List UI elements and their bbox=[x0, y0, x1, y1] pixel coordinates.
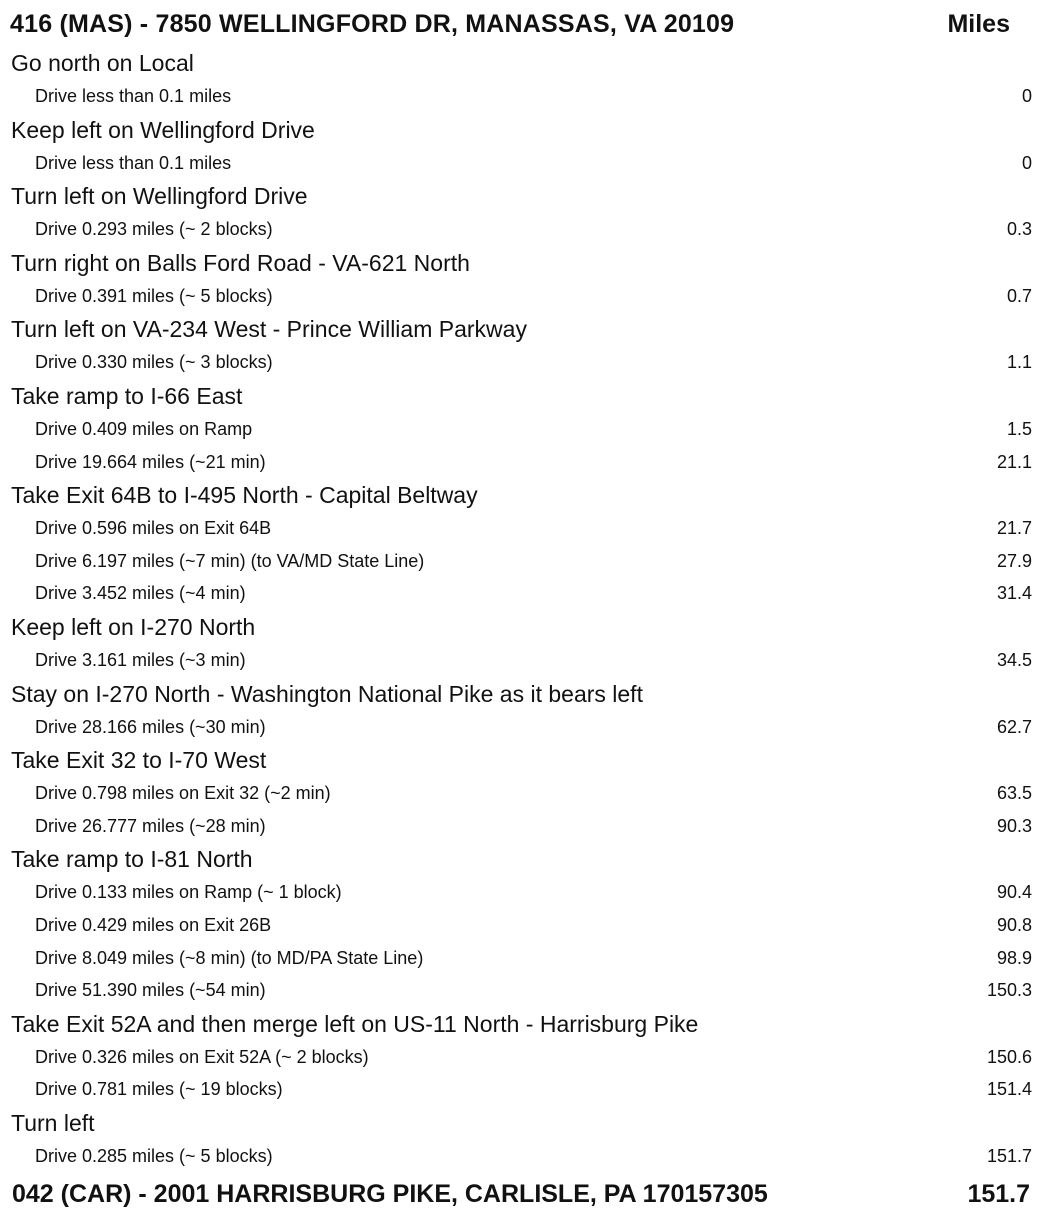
segment-description: Drive 3.452 miles (~4 min) bbox=[35, 583, 246, 604]
segment-description: Drive 0.293 miles (~ 2 blocks) bbox=[35, 219, 273, 240]
step-instruction: Take Exit 52A and then merge left on US-11 North - Harrisburg Pike bbox=[11, 1010, 699, 1037]
segment-description: Drive 0.409 miles on Ramp bbox=[35, 418, 253, 439]
segment-description: Drive 0.781 miles (~ 19 blocks) bbox=[35, 1079, 283, 1100]
step-instruction: Take Exit 64B to I-495 North - Capital Beltway bbox=[11, 482, 478, 509]
step-instruction: Keep left on I-270 North bbox=[11, 613, 256, 640]
direction-step bbox=[0, 46, 1048, 113]
drive-segment-row bbox=[0, 876, 1048, 909]
direction-step bbox=[0, 246, 1048, 313]
cumulative-miles: 21.7 bbox=[996, 518, 1032, 539]
direction-step bbox=[0, 312, 1048, 379]
cumulative-miles: 0 bbox=[1021, 152, 1032, 173]
cumulative-miles: 150.3 bbox=[986, 980, 1032, 1001]
cumulative-miles: 0.7 bbox=[1006, 285, 1032, 306]
step-instruction: Stay on I-270 North - Washington National Pike as it bears left bbox=[11, 680, 643, 707]
drive-segment-row bbox=[0, 644, 1048, 677]
step-instruction: Turn left on VA-234 West - Prince William Parkway bbox=[11, 316, 527, 343]
cumulative-miles: 21.1 bbox=[996, 451, 1032, 472]
total-miles: 151.7 bbox=[967, 1180, 1030, 1208]
drive-segment-row bbox=[0, 942, 1048, 975]
drive-segment-row bbox=[0, 413, 1048, 446]
step-instruction: Take ramp to I-66 East bbox=[11, 382, 243, 409]
route-footer bbox=[12, 1180, 1042, 1220]
segment-description: Drive 26.777 miles (~28 min) bbox=[35, 815, 266, 836]
drive-segment-row bbox=[0, 974, 1048, 1007]
cumulative-miles: 1.1 bbox=[1006, 352, 1032, 373]
cumulative-miles: 90.3 bbox=[996, 815, 1032, 836]
segment-description: Drive 6.197 miles (~7 min) (to VA/MD State Line) bbox=[35, 550, 425, 571]
direction-step bbox=[0, 743, 1048, 842]
segment-description: Drive 0.330 miles (~ 3 blocks) bbox=[35, 352, 273, 373]
step-instruction: Go north on Local bbox=[11, 50, 194, 76]
cumulative-miles: 1.5 bbox=[1006, 418, 1032, 439]
step-instruction: Take ramp to I-81 North bbox=[11, 846, 253, 873]
drive-segment-row bbox=[0, 810, 1048, 843]
cumulative-miles: 90.4 bbox=[996, 882, 1032, 903]
segment-description: Drive 0.429 miles on Exit 26B bbox=[35, 914, 272, 935]
cumulative-miles: 0 bbox=[1021, 86, 1032, 106]
step-instruction: Turn left on Wellingford Drive bbox=[11, 183, 308, 210]
cumulative-miles: 0.3 bbox=[1006, 219, 1032, 240]
segment-description: Drive 0.285 miles (~ 5 blocks) bbox=[35, 1145, 273, 1166]
segment-description: Drive 0.596 miles on Exit 64B bbox=[35, 518, 272, 539]
direction-step bbox=[0, 842, 1048, 1006]
origin-address: 416 (MAS) - 7850 WELLINGFORD DR, MANASSAS, VA 20109 bbox=[10, 10, 735, 38]
drive-segment-row bbox=[0, 1073, 1048, 1106]
cumulative-miles: 90.8 bbox=[996, 914, 1032, 935]
segment-description: Drive less than 0.1 miles bbox=[35, 86, 232, 106]
segment-description: Drive 28.166 miles (~30 min) bbox=[35, 716, 266, 737]
direction-step bbox=[0, 1007, 1048, 1106]
step-instruction: Keep left on Wellingford Drive bbox=[11, 116, 315, 143]
directions-list bbox=[0, 46, 1048, 1172]
segment-description: Drive less than 0.1 miles bbox=[35, 152, 232, 173]
drive-segment-row bbox=[0, 512, 1048, 545]
segment-description: Drive 51.390 miles (~54 min) bbox=[35, 980, 266, 1001]
direction-step bbox=[0, 113, 1048, 180]
segment-description: Drive 0.391 miles (~ 5 blocks) bbox=[35, 285, 273, 306]
miles-column-header: Miles bbox=[947, 10, 1010, 38]
drive-segment-row bbox=[0, 909, 1048, 942]
segment-description: Drive 8.049 miles (~8 min) (to MD/PA State Line) bbox=[35, 947, 424, 968]
cumulative-miles: 151.7 bbox=[986, 1145, 1032, 1166]
cumulative-miles: 63.5 bbox=[996, 783, 1032, 804]
direction-step bbox=[0, 1106, 1048, 1173]
cumulative-miles: 34.5 bbox=[996, 649, 1032, 670]
segment-description: Drive 3.161 miles (~3 min) bbox=[35, 649, 246, 670]
direction-step bbox=[0, 610, 1048, 677]
segment-description: Drive 19.664 miles (~21 min) bbox=[35, 451, 266, 472]
drive-segment-row bbox=[0, 346, 1048, 379]
direction-step bbox=[0, 379, 1048, 478]
cumulative-miles: 62.7 bbox=[996, 716, 1032, 737]
step-instruction: Turn left bbox=[11, 1109, 95, 1136]
direction-step bbox=[0, 478, 1048, 610]
direction-step bbox=[0, 179, 1048, 246]
cumulative-miles: 27.9 bbox=[996, 550, 1032, 571]
direction-step bbox=[0, 677, 1048, 744]
step-instruction: Take Exit 32 to I-70 West bbox=[11, 747, 267, 774]
drive-segment-row bbox=[0, 545, 1048, 578]
destination-address: 042 (CAR) - 2001 HARRISBURG PIKE, CARLISLE, PA 170157305 bbox=[12, 1180, 768, 1208]
drive-segment-row bbox=[0, 213, 1048, 246]
step-instruction: Turn right on Balls Ford Road - VA-621 North bbox=[11, 249, 470, 276]
drive-segment-row bbox=[0, 280, 1048, 313]
drive-segment-row bbox=[0, 80, 1048, 113]
drive-segment-row bbox=[0, 446, 1048, 479]
cumulative-miles: 150.6 bbox=[986, 1046, 1032, 1067]
drive-segment-row bbox=[0, 1041, 1048, 1074]
cumulative-miles: 151.4 bbox=[986, 1079, 1032, 1100]
segment-description: Drive 0.326 miles on Exit 52A (~ 2 blocks) bbox=[35, 1046, 369, 1067]
drive-segment-row bbox=[0, 147, 1048, 180]
route-header bbox=[10, 6, 1040, 46]
segment-description: Drive 0.133 miles on Ramp (~ 1 block) bbox=[35, 882, 342, 903]
drive-segment-row bbox=[0, 711, 1048, 744]
drive-segment-row bbox=[0, 1140, 1048, 1173]
cumulative-miles: 31.4 bbox=[996, 583, 1032, 604]
drive-segment-row bbox=[0, 777, 1048, 810]
segment-description: Drive 0.798 miles on Exit 32 (~2 min) bbox=[35, 783, 331, 804]
drive-segment-row bbox=[0, 577, 1048, 610]
cumulative-miles: 98.9 bbox=[996, 947, 1032, 968]
